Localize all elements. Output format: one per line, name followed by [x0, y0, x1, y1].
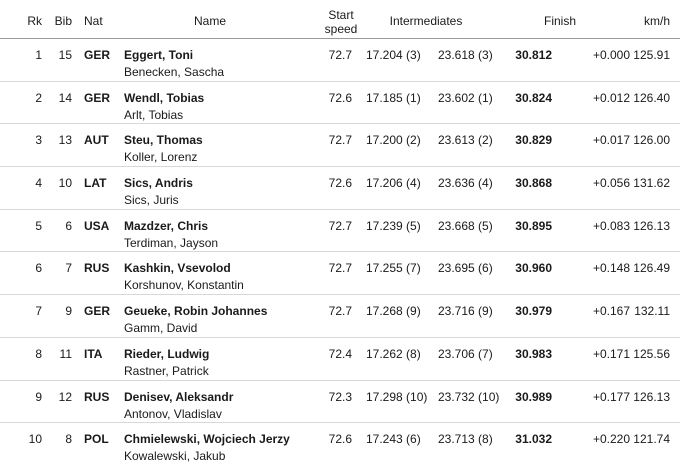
- gap-cell: +0.171: [592, 346, 630, 361]
- bib-cell: 14: [58, 90, 72, 105]
- brakeman-name: Koller, Lorenz: [124, 150, 198, 165]
- brakeman-name: Rastner, Patrick: [124, 363, 209, 378]
- table-row: [0, 82, 680, 125]
- brakeman-name: Arlt, Tobias: [124, 107, 184, 122]
- table-row: [0, 338, 680, 381]
- kmh-cell: 126.13: [633, 218, 670, 233]
- table-row: [0, 295, 680, 338]
- bib-cell: 10: [58, 176, 72, 191]
- table-row: [0, 124, 680, 167]
- gap-cell: +0.017: [592, 133, 630, 148]
- table-body: [0, 39, 680, 465]
- finish-time-cell: 30.812: [515, 48, 552, 62]
- intermediate-2-cell: 23.716 (9): [438, 304, 493, 319]
- finish-time-cell: 30.979: [515, 304, 552, 319]
- intermediate-1-cell: 17.204 (3): [366, 48, 421, 62]
- intermediate-2-cell: 23.668 (5): [438, 218, 493, 233]
- intermediate-1-cell: 17.206 (4): [366, 176, 421, 191]
- intermediate-1-cell: 17.239 (5): [366, 218, 421, 233]
- intermediate-2-cell: 23.732 (10): [438, 389, 500, 404]
- finish-time-cell: 30.989: [515, 389, 552, 404]
- brakeman-name: Antonov, Vladislav: [124, 406, 222, 421]
- kmh-cell: 125.56: [633, 346, 670, 361]
- intermediate-2-cell: 23.613 (2): [438, 133, 493, 148]
- pilot-name: Eggert, Toni: [124, 48, 194, 62]
- intermediate-2-cell: 23.618 (3): [438, 48, 493, 62]
- intermediate-1-cell: 17.262 (8): [366, 346, 421, 361]
- rank-cell: 9: [35, 389, 42, 404]
- rank-cell: 7: [35, 304, 42, 319]
- nation-cell: LAT: [84, 176, 107, 191]
- gap-cell: +0.056: [592, 176, 630, 191]
- bib-cell: 9: [65, 304, 72, 319]
- table-row: [0, 252, 680, 295]
- rank-cell: 10: [28, 432, 42, 447]
- nation-cell: USA: [84, 218, 110, 233]
- gap-cell: +0.012: [592, 90, 630, 105]
- pilot-name: Geueke, Robin Johannes: [124, 304, 268, 319]
- header-name: Name: [193, 14, 226, 28]
- bib-cell: 6: [65, 218, 72, 233]
- intermediate-1-cell: 17.255 (7): [366, 261, 421, 276]
- header-finish: Finish: [543, 14, 576, 28]
- header-start-speed-line2: speed: [324, 22, 358, 36]
- gap-cell: +0.083: [592, 218, 630, 233]
- start-speed-cell: 72.7: [328, 218, 352, 233]
- intermediate-2-cell: 23.636 (4): [438, 176, 493, 191]
- finish-time-cell: 30.983: [515, 346, 552, 361]
- header-start-speed-line1: Start: [328, 8, 354, 22]
- pilot-name: Rieder, Ludwig: [124, 346, 210, 361]
- nation-cell: RUS: [84, 389, 110, 404]
- kmh-cell: 125.91: [633, 48, 670, 62]
- brakeman-name: Korshunov, Konstantin: [124, 278, 244, 293]
- gap-cell: +0.167: [592, 304, 630, 319]
- brakeman-name: Terdiman, Jayson: [124, 235, 219, 250]
- start-speed-cell: 72.4: [328, 346, 352, 361]
- pilot-name: Chmielewski, Wojciech Jerzy: [124, 432, 290, 447]
- intermediate-1-cell: 17.200 (2): [366, 133, 421, 148]
- gap-cell: +0.220: [592, 432, 630, 447]
- intermediate-2-cell: 23.695 (6): [438, 261, 493, 276]
- bib-cell: 7: [65, 261, 72, 276]
- bib-cell: 13: [58, 133, 72, 148]
- header-kmh: km/h: [643, 14, 670, 28]
- nation-cell: ITA: [84, 346, 103, 361]
- gap-cell: +0.000: [592, 48, 630, 62]
- start-speed-cell: 72.6: [328, 90, 352, 105]
- nation-cell: GER: [84, 48, 111, 62]
- brakeman-name: Kowalewski, Jakub: [124, 449, 226, 464]
- nation-cell: GER: [84, 90, 111, 105]
- nation-cell: RUS: [84, 261, 110, 276]
- kmh-cell: 126.00: [633, 133, 670, 148]
- intermediate-2-cell: 23.602 (1): [438, 90, 493, 105]
- pilot-name: Sics, Andris: [124, 176, 193, 191]
- brakeman-name: Benecken, Sascha: [124, 65, 225, 79]
- rank-cell: 3: [35, 133, 42, 148]
- kmh-cell: 132.11: [634, 304, 670, 319]
- intermediate-1-cell: 17.298 (10): [366, 389, 428, 404]
- kmh-cell: 126.13: [633, 389, 670, 404]
- header-bib: Bib: [54, 14, 72, 28]
- gap-cell: +0.177: [592, 389, 630, 404]
- start-speed-cell: 72.6: [328, 432, 352, 447]
- kmh-cell: 131.62: [633, 176, 670, 191]
- table-row: [0, 167, 680, 210]
- rank-cell: 6: [35, 261, 42, 276]
- intermediate-1-cell: 17.268 (9): [366, 304, 421, 319]
- pilot-name: Steu, Thomas: [124, 133, 203, 148]
- intermediate-1-cell: 17.243 (6): [366, 432, 421, 447]
- rank-cell: 2: [35, 90, 42, 105]
- start-speed-cell: 72.7: [328, 304, 352, 319]
- intermediate-1-cell: 17.185 (1): [366, 90, 421, 105]
- header-rank: Rk: [27, 14, 42, 28]
- nation-cell: GER: [84, 304, 111, 319]
- header-intermediates: Intermediates: [389, 14, 463, 28]
- finish-time-cell: 30.960: [515, 261, 552, 276]
- pilot-name: Denisev, Aleksandr: [124, 389, 234, 404]
- pilot-name: Mazdzer, Chris: [124, 218, 209, 233]
- rank-cell: 5: [35, 218, 42, 233]
- start-speed-cell: 72.3: [328, 389, 352, 404]
- table-row: [0, 210, 680, 253]
- bib-cell: 15: [58, 48, 72, 62]
- intermediate-2-cell: 23.706 (7): [438, 346, 493, 361]
- gap-cell: +0.148: [592, 261, 630, 276]
- bib-cell: 8: [65, 432, 72, 447]
- rank-cell: 1: [35, 48, 42, 62]
- kmh-cell: 126.40: [633, 90, 670, 105]
- rank-cell: 8: [35, 346, 42, 361]
- brakeman-name: Sics, Juris: [124, 193, 179, 208]
- pilot-name: Kashkin, Vsevolod: [124, 261, 231, 276]
- finish-time-cell: 30.895: [515, 218, 552, 233]
- brakeman-name: Gamm, David: [124, 321, 198, 336]
- start-speed-cell: 72.6: [328, 176, 352, 191]
- finish-time-cell: 30.868: [515, 176, 552, 191]
- start-speed-cell: 72.7: [328, 133, 352, 148]
- header-nation: Nat: [84, 14, 103, 28]
- nation-cell: POL: [84, 432, 109, 447]
- finish-time-cell: 30.829: [515, 133, 552, 148]
- table-row: [0, 423, 680, 465]
- kmh-cell: 126.49: [633, 261, 670, 276]
- bib-cell: 11: [59, 346, 72, 361]
- finish-time-cell: 31.032: [515, 432, 552, 447]
- nation-cell: AUT: [84, 133, 109, 148]
- start-speed-cell: 72.7: [328, 261, 352, 276]
- header-start-speed: [318, 8, 364, 36]
- table-row: [0, 39, 680, 82]
- intermediate-2-cell: 23.713 (8): [438, 432, 493, 447]
- table-row: [0, 381, 680, 424]
- start-speed-cell: 72.7: [328, 48, 352, 62]
- table-header: [0, 0, 680, 39]
- bib-cell: 12: [58, 389, 72, 404]
- rank-cell: 4: [35, 176, 42, 191]
- kmh-cell: 121.74: [633, 432, 670, 447]
- pilot-name: Wendl, Tobias: [124, 90, 205, 105]
- finish-time-cell: 30.824: [515, 90, 552, 105]
